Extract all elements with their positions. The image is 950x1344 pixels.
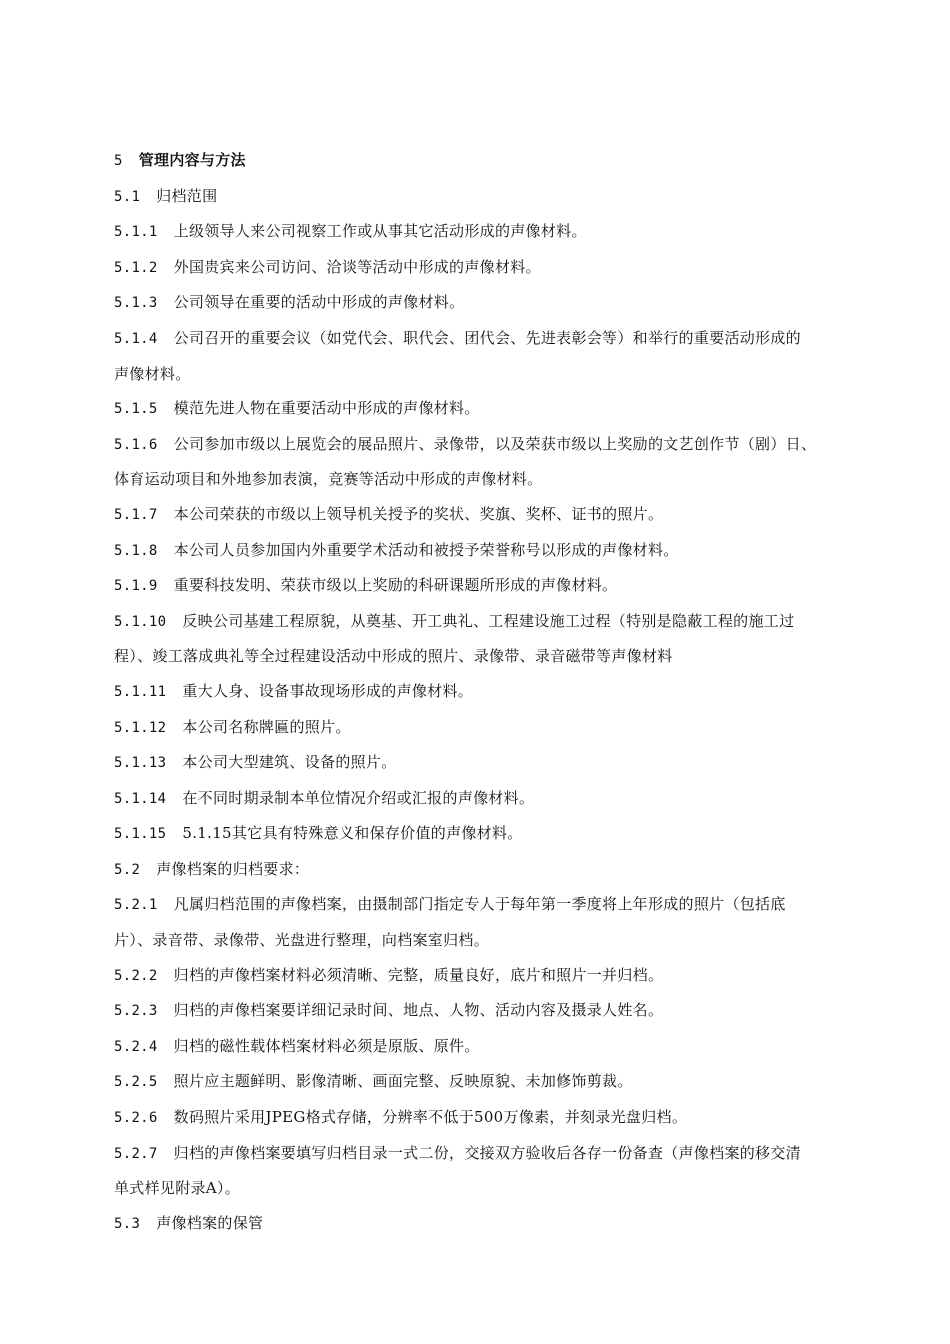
- clause-line: [114, 1029, 864, 1065]
- clause-number: 5.2: [114, 861, 141, 878]
- section-heading: [114, 143, 864, 179]
- clause-number: 5.1.15: [114, 826, 167, 843]
- clause-text: 本公司大型建筑、设备的照片。: [182, 753, 397, 772]
- clause-continuation-line: [114, 462, 864, 497]
- clause-number: 5.1.13: [114, 755, 167, 772]
- clause-number: 5.2.3: [114, 1003, 158, 1020]
- clause-number: 5.3: [114, 1215, 141, 1232]
- clause-line: [114, 497, 864, 533]
- clause-line: [114, 1136, 864, 1172]
- clause-number: 5.1.5: [114, 401, 158, 418]
- clause-text: 归档的声像档案要详细记录时间、地点、人物、活动内容及摄录人姓名。: [173, 1001, 664, 1020]
- clause-number: 5.1.4: [114, 330, 158, 347]
- clause-text: 单式样见附录A）。: [114, 1179, 241, 1198]
- clause-number: 5.2.2: [114, 967, 158, 984]
- clause-number: 5.2.1: [114, 897, 158, 914]
- clause-text: 体育运动项目和外地参加表演，竞赛等活动中形成的声像材料。: [114, 470, 543, 489]
- clause-number: 5.1.1: [114, 224, 158, 241]
- clause-line: [114, 285, 864, 321]
- clause-line: [114, 533, 864, 569]
- clause-text: 归档的磁性载体档案材料必须是原版、原件。: [173, 1036, 480, 1055]
- clause-line: [114, 391, 864, 427]
- clause-text: 片）、录音带、录像带、光盘进行整理，向档案室归档。: [114, 931, 490, 950]
- clause-line: [114, 214, 864, 250]
- clause-number: 5.1.12: [114, 719, 167, 736]
- clause-number: 5.1.6: [114, 436, 158, 453]
- clause-text: 声像档案的归档要求：: [156, 859, 310, 878]
- clause-line: [114, 710, 864, 746]
- clause-line: [114, 427, 864, 463]
- clause-text: 在不同时期录制本单位情况介绍或汇报的声像材料。: [182, 788, 535, 807]
- clause-continuation-line: [114, 357, 864, 392]
- clause-line: [114, 250, 864, 286]
- clause-line: [114, 958, 864, 994]
- clause-text: 本公司人员参加国内外重要学术活动和被授予荣誉称号以形成的声像材料。: [173, 540, 679, 559]
- clause-number: 5.1: [114, 188, 141, 205]
- clause-text: 归档的声像档案要填写归档目录一式二份，交接双方验收后各存一份备查（声像档案的移交清: [173, 1143, 801, 1162]
- clause-number: 5.1.11: [114, 683, 167, 700]
- clause-text: 公司参加市级以上展览会的展品照片、录像带，以及荣获市级以上奖励的文艺创作节（剧）日、: [173, 434, 817, 453]
- clause-text: 声像材料。: [114, 364, 191, 383]
- clause-number: 5.1.2: [114, 259, 158, 276]
- clause-line: [114, 887, 864, 923]
- clause-number: 5.1.14: [114, 790, 167, 807]
- clause-text: 数码照片采用JPEG格式存储，分辨率不低于500万像素，并刻录光盘归档。: [173, 1108, 688, 1127]
- clause-text: 程）、竣工落成典礼等全过程建设活动中形成的照片、录像带、录音磁带等声像材料: [114, 647, 673, 666]
- clause-text: 公司召开的重要会议（如党代会、职代会、团代会、先进表彰会等）和举行的重要活动形成的: [173, 328, 801, 347]
- clause-line: [114, 1064, 864, 1100]
- clause-line: [114, 604, 864, 640]
- clause-text: 反映公司基建工程原貌，从奠基、开工典礼、工程建设施工过程（特别是隐蔽工程的施工过: [182, 611, 795, 630]
- clause-text: 声像档案的保管: [156, 1213, 264, 1232]
- clause-line: [114, 674, 864, 710]
- clause-line: [114, 321, 864, 357]
- clause-text: 重大人身、设备事故现场形成的声像材料。: [182, 681, 474, 700]
- clause-number: 5.1.10: [114, 613, 167, 630]
- clause-text: 归档的声像档案材料必须清晰、完整，质量良好，底片和照片一并归档。: [173, 965, 664, 984]
- clause-text: 外国贵宾来公司访问、洽谈等活动中形成的声像材料。: [173, 257, 541, 276]
- clause-continuation-line: [114, 1171, 864, 1206]
- clause-text: 凡属归档范围的声像档案，由摄制部门指定专人于每年第一季度将上年形成的照片（包括底: [173, 895, 786, 914]
- clause-number: 5.2.4: [114, 1038, 158, 1055]
- clause-number: 5.2.7: [114, 1145, 158, 1162]
- section-number: 5: [114, 153, 123, 169]
- clause-number: 5.2.6: [114, 1110, 158, 1127]
- clause-line: [114, 745, 864, 781]
- clause-text: 本公司荣获的市级以上领导机关授予的奖状、奖旗、奖杯、证书的照片。: [173, 504, 664, 523]
- clause-line: [114, 852, 864, 888]
- clause-number: 5.1.8: [114, 542, 158, 559]
- clause-text: 上级领导人来公司视察工作或从事其它活动形成的声像材料。: [173, 222, 587, 241]
- clause-number: 5.2.5: [114, 1074, 158, 1091]
- clause-text: 照片应主题鲜明、影像清晰、画面完整、反映原貌、未加修饰剪裁。: [173, 1072, 633, 1091]
- clause-number: 5.1.9: [114, 578, 158, 595]
- clause-text: 重要科技发明、荣获市级以上奖励的科研课题所形成的声像材料。: [173, 576, 618, 595]
- clause-line: [114, 179, 864, 215]
- document-body: [114, 143, 864, 1241]
- clause-text: 归档范围: [156, 186, 218, 205]
- clause-continuation-line: [114, 639, 864, 674]
- clause-text: 5.1.15其它具有特殊意义和保存价值的声像材料。: [182, 824, 523, 843]
- clause-number: 5.1.7: [114, 506, 158, 523]
- clause-line: [114, 1100, 864, 1136]
- clause-line: [114, 568, 864, 604]
- clause-line: [114, 993, 864, 1029]
- clause-continuation-line: [114, 923, 864, 958]
- clause-number: 5.1.3: [114, 295, 158, 312]
- clause-line: [114, 816, 864, 852]
- clause-text: 模范先进人物在重要活动中形成的声像材料。: [173, 399, 480, 418]
- section-title: 管理内容与方法: [138, 151, 246, 169]
- clause-text: 本公司名称牌匾的照片。: [182, 717, 351, 736]
- clause-line: [114, 1206, 864, 1242]
- clause-text: 公司领导在重要的活动中形成的声像材料。: [173, 293, 465, 312]
- clause-line: [114, 781, 864, 817]
